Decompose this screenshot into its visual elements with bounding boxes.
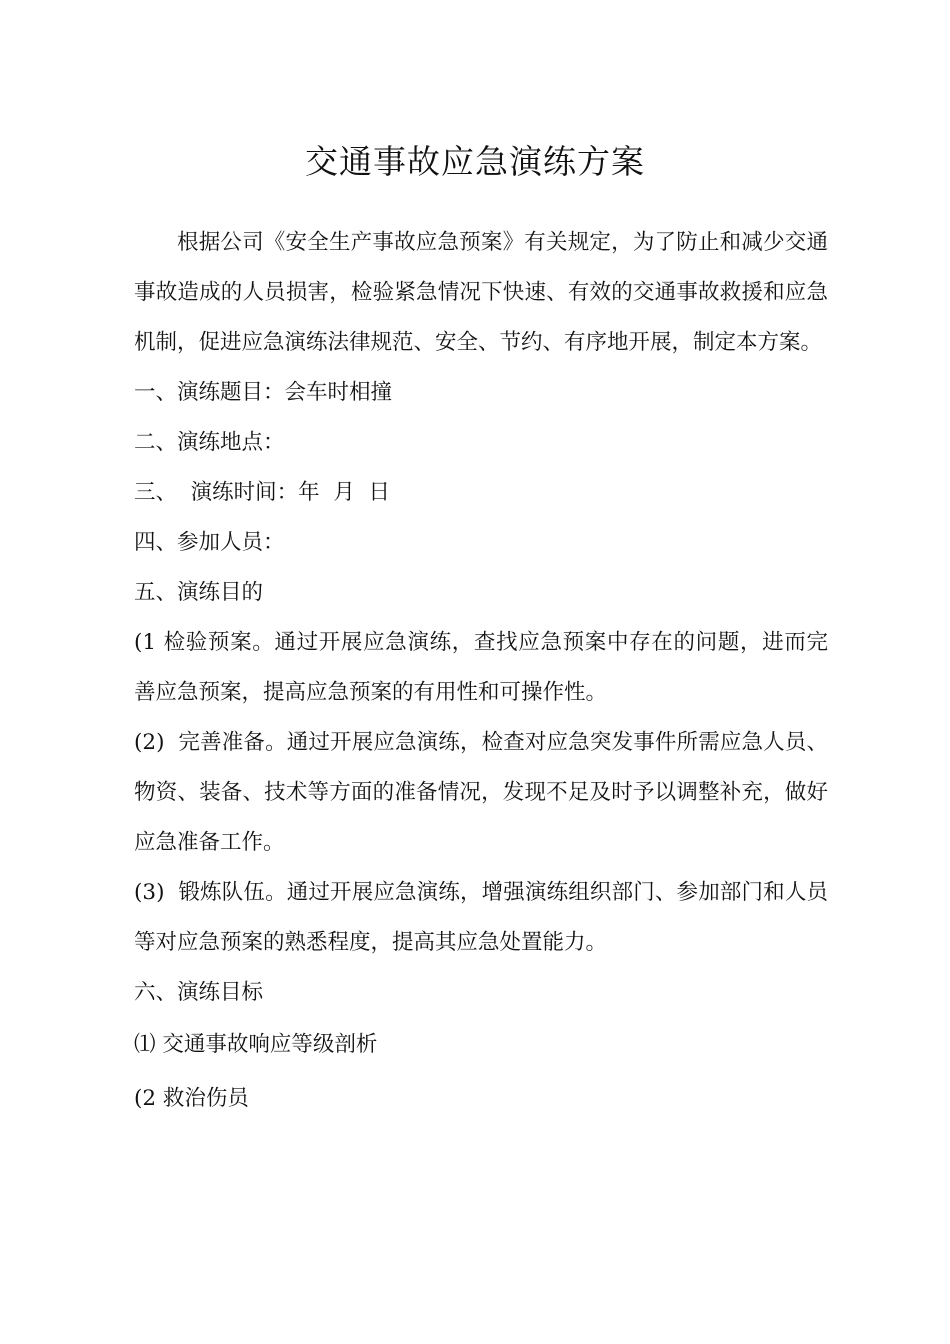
document-title: 交通事故应急演练方案: [305, 142, 645, 181]
document-body: [134, 218, 828, 1124]
objective-item-1: ⑴ 交通事故响应等级剖析: [134, 1032, 378, 1057]
section-participants: 四、参加人员：: [134, 530, 285, 555]
section-drill-purpose: 五、演练目的: [134, 580, 264, 605]
section-drill-time: 三、 演练时间：年 月 日: [134, 480, 391, 505]
section-drill-topic: 一、演练题目：会车时相撞: [134, 380, 393, 405]
purpose-item-3: (3) 锻炼队伍。通过开展应急演练，增强演练组织部门、参加部门和人员等对应急预案的熟悉程度，提高其应急处置能力。: [134, 880, 828, 955]
objective-item-2: (2 救治伤员: [134, 1086, 249, 1111]
purpose-item-2: (2) 完善准备。通过开展应急演练，检查对应急突发事件所需应急人员、物资、装备、技术等方面的准备情况，发现不足及时予以调整补充，做好应急准备工作。: [134, 730, 828, 855]
section-drill-objectives: 六、演练目标: [134, 980, 264, 1005]
purpose-item-1: (1 检验预案。通过开展应急演练，查找应急预案中存在的问题，进而完善应急预案，提高应急预案的有用性和可操作性。: [134, 630, 828, 705]
section-drill-location: 二、演练地点：: [134, 430, 285, 455]
intro-paragraph: 根据公司《安全生产事故应急预案》有关规定，为了防止和减少交通事故造成的人员损害，检验紧急情况下快速、有效的交通事故救援和应急机制，促进应急演练法律规范、安全、节约、有序地开展，制定本方案。: [134, 230, 828, 355]
